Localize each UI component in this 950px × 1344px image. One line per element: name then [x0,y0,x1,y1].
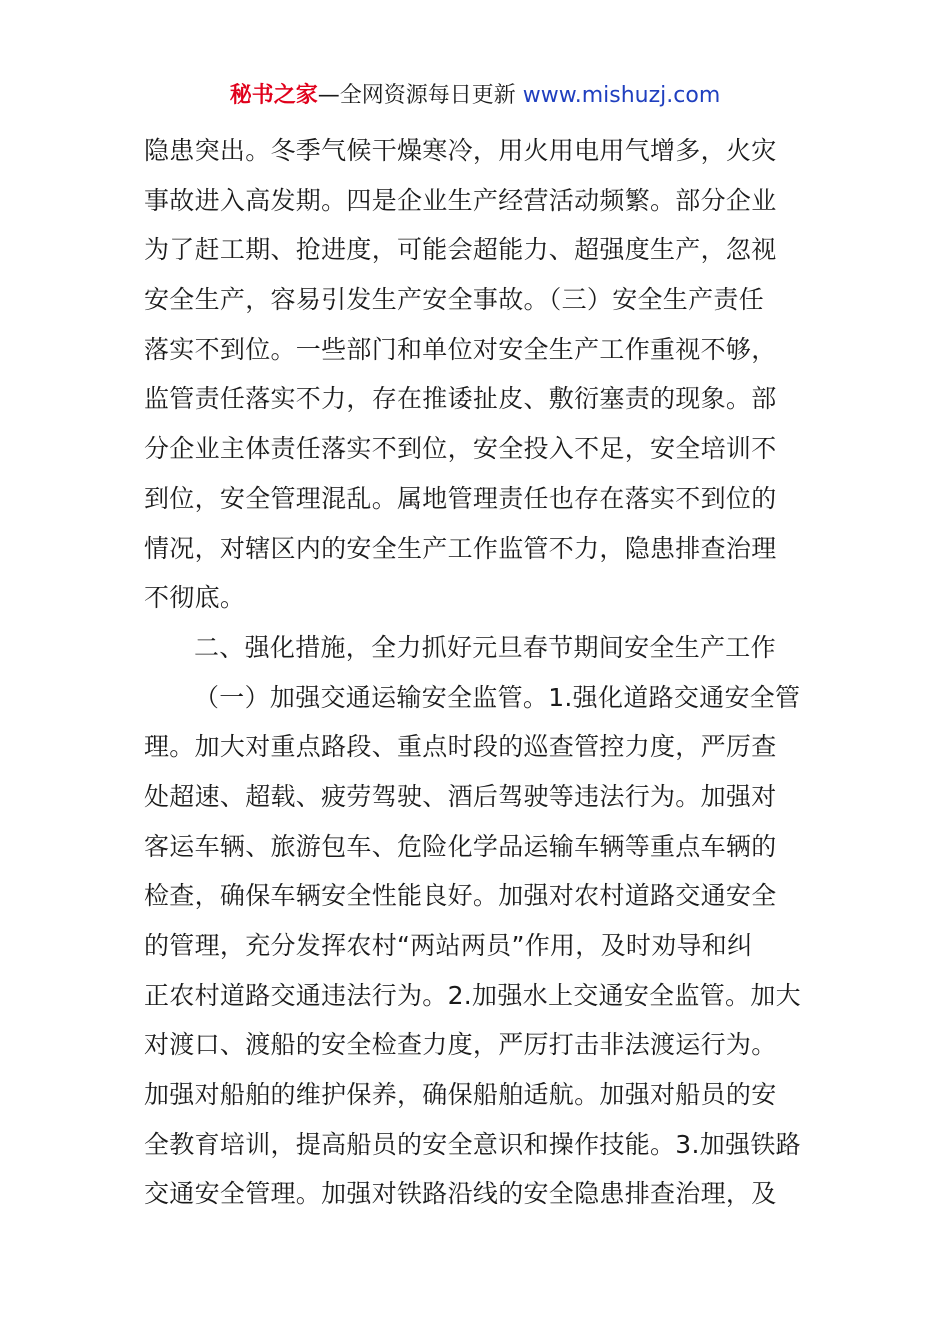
body-line: 事故进入高发期。四是企业生产经营活动频繁。部分企业 [144,185,777,215]
site-brand: 秘书之家 [229,83,318,108]
body-line: 处超速、超载、疲劳驾驶、酒后驾驶等违法行为。加强对 [144,781,777,811]
subsection-line: （一）加强交通运输安全监管。1.强化道路交通安全管 [194,682,801,712]
body-line: 正农村道路交通违法行为。2.加强水上交通安全监管。加大 [144,980,801,1010]
body-line: 落实不到位。一些部门和单位对安全生产工作重视不够， [144,334,777,364]
body-line: 加强对船舶的维护保养，确保船舶适航。加强对船员的安 [144,1080,777,1110]
body-line: 不彻底。 [144,583,246,613]
body-line: 对渡口、渡船的安全检查力度，严厉打击非法渡运行为。 [144,1030,777,1060]
site-tagline: —全网资源每日更新 [317,83,516,108]
body-line: 安全生产，容易引发生产安全事故。（三）安全生产责任 [144,285,765,315]
body-line: 为了赶工期、抢进度，可能会超能力、超强度生产，忽视 [144,235,777,265]
body-line: 检查，确保车辆安全性能良好。加强对农村道路交通安全 [144,881,777,911]
site-header [0,80,950,112]
body-line: 情况，对辖区内的安全生产工作监管不力，隐患排查治理 [144,533,777,563]
body-line: 客运车辆、旅游包车、危险化学品运输车辆等重点车辆的 [144,831,777,861]
body-line: 全教育培训，提高船员的安全意识和操作技能。3.加强铁路 [144,1129,801,1159]
body-line: 隐患突出。冬季气候干燥寒冷，用火用电用气增多，火灾 [144,136,777,165]
body-line: 监管责任落实不力，存在推诿扯皮、敷衍塞责的现象。部 [144,384,777,414]
body-line: 分企业主体责任落实不到位，安全投入不足，安全培训不 [144,434,777,464]
body-line: 的管理，充分发挥农村“两站两员”作用，及时劝导和纠 [144,931,753,960]
body-line: 到位，安全管理混乱。属地管理责任也存在落实不到位的 [144,483,777,513]
body-line: 理。加大对重点路段、重点时段的巡查管控力度，严厉查 [144,732,777,762]
body-line: 交通安全管理。加强对铁路沿线的安全隐患排查治理，及 [144,1179,777,1209]
section-heading: 二、强化措施，全力抓好元旦春节期间安全生产工作 [194,632,776,662]
site-url-link[interactable]: www.mishuzj.com [522,83,721,108]
document-body [144,126,808,1219]
